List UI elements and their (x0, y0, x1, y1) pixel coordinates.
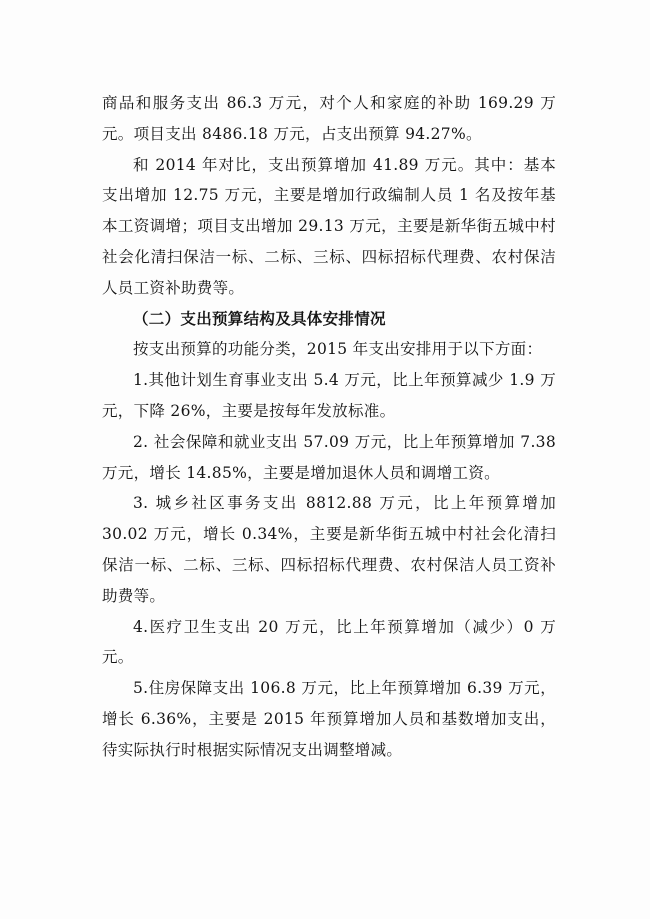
paragraph-functional-classification: 按支出预算的功能分类，2015 年支出安排用于以下方面： (133, 340, 543, 359)
list-item-community-affairs: 3. 城乡社区事务支出 8812.88 万元，比上年预算增加 30.02 万元，增长 0.34%，主要是新华街五城中村社会化清扫保洁一标、二标、三标、四标招标代理费、农村保洁人员工资补助费等。 (102, 494, 556, 605)
document-body (102, 88, 556, 766)
list-item-housing: 5.住房保障支出 106.8 万元，比上年预算增加 6.39 万元，增长 6.36%，主要是 2015 年预算增加人员和基数增加支出，待实际执行时根据实际情况支出调整增减。 (102, 679, 556, 759)
paragraph-expense-summary: 商品和服务支出 86.3 万元，对个人和家庭的补助 169.29 万元。项目支出 8486.18 万元，占支出预算 94.27%。 (102, 94, 556, 143)
list-item-social-security: 2. 社会保障和就业支出 57.09 万元，比上年预算增加 7.38 万元，增长 14.85%，主要是增加退休人员和调增工资。 (102, 432, 556, 482)
list-item-health: 4.医疗卫生支出 20 万元，比上年预算增加（减少）0 万元。 (102, 617, 556, 667)
list-item-family-planning: 1.其他计划生育事业支出 5.4 万元，比上年预算减少 1.9 万元，下降 26%，主要是按每年发放标准。 (102, 371, 556, 420)
section-heading: （二）支出预算结构及具体安排情况 (133, 309, 386, 328)
paragraph-comparison-2014: 和 2014 年对比，支出预算增加 41.89 万元。其中：基本支出增加 12.75 万元，主要是增加行政编制人员 1 名及按年基本工资调增；项目支出增加 29.13 万元，主要是新华街五城中村社会化清扫保洁一标、二标、三标、四标招标代理费、农村保洁人员工资补助费等。 (102, 155, 556, 297)
